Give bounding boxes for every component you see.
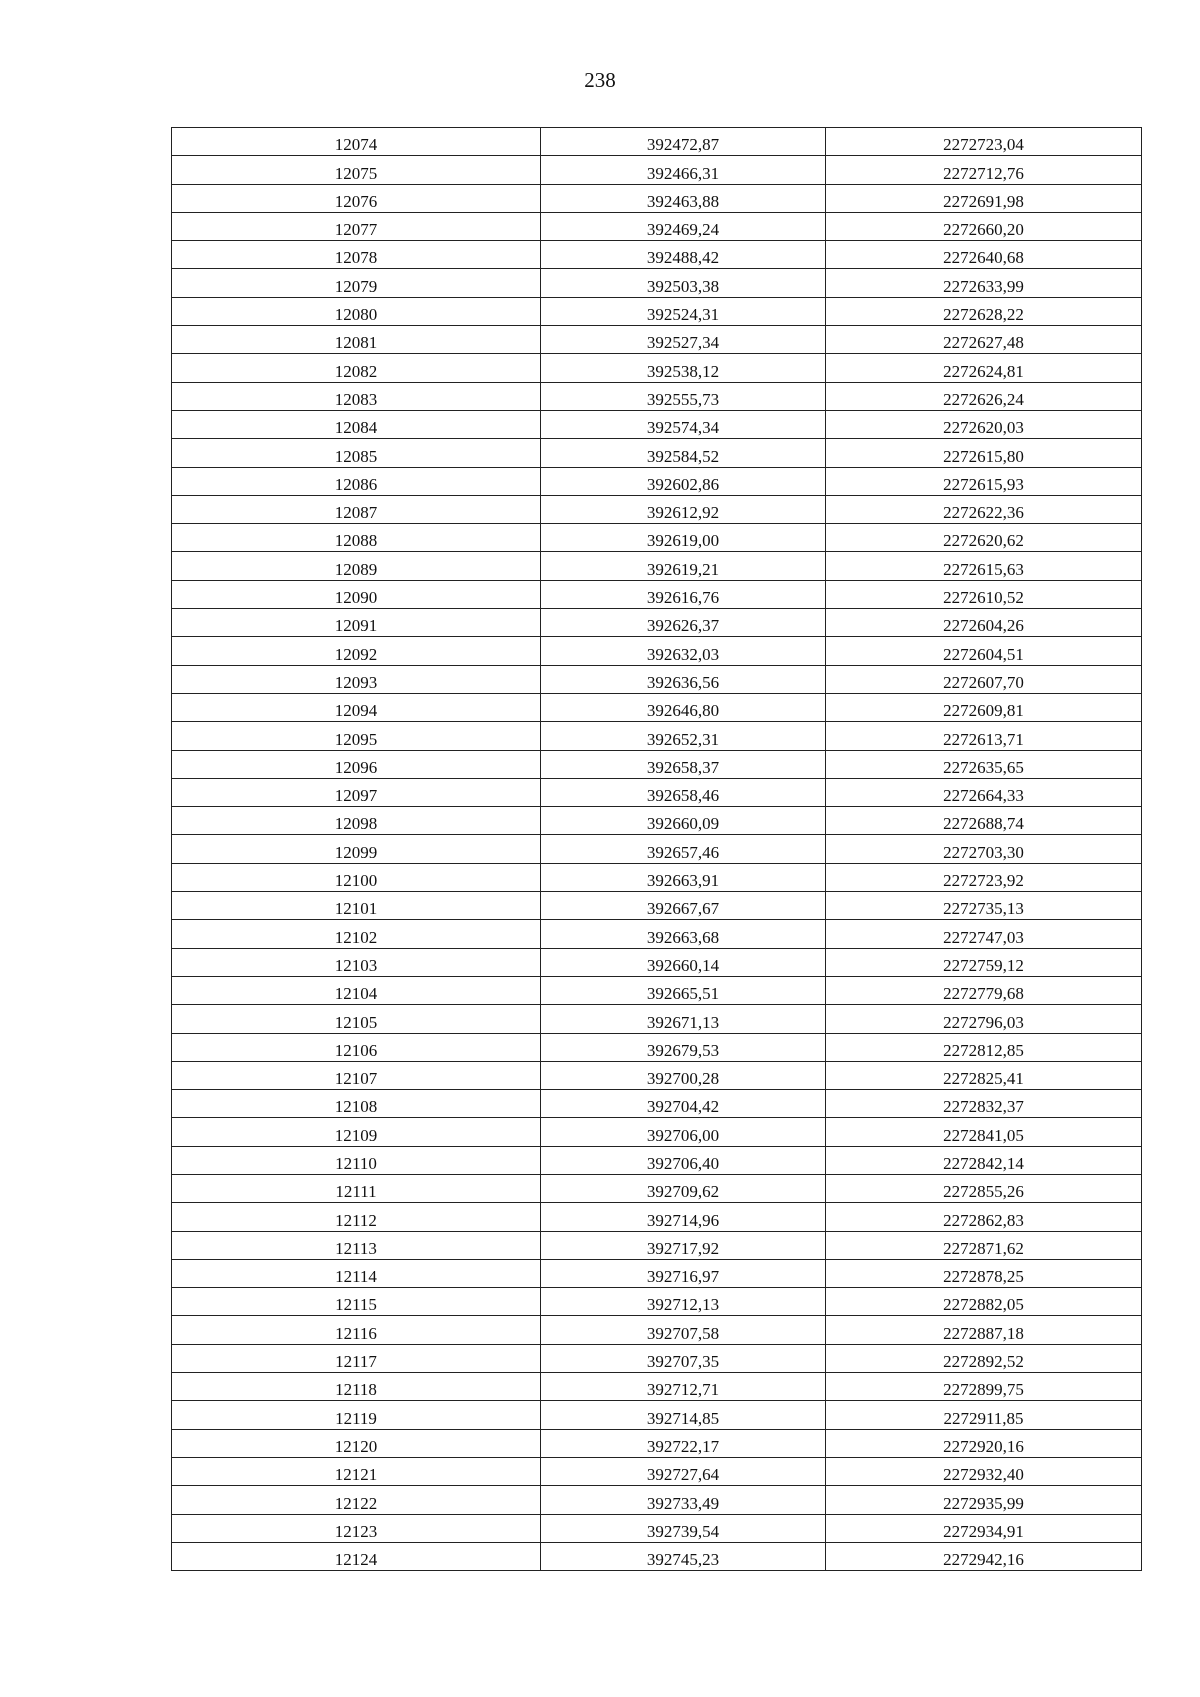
table-row: [172, 1203, 1142, 1231]
x-coordinate-cell: 392679,53: [541, 1033, 826, 1061]
table-row: [172, 297, 1142, 325]
y-coordinate-cell: 2272660,20: [826, 212, 1142, 240]
y-coordinate-cell: 2272759,12: [826, 948, 1142, 976]
table-row: [172, 156, 1142, 184]
x-coordinate-cell: 392469,24: [541, 212, 826, 240]
table-row: [172, 212, 1142, 240]
point-number-cell: 12099: [172, 835, 541, 863]
table-row: [172, 495, 1142, 523]
point-number-cell: 12108: [172, 1090, 541, 1118]
table-row: [172, 1259, 1142, 1287]
page-number: 238: [584, 68, 616, 92]
point-number-cell: 12106: [172, 1033, 541, 1061]
y-coordinate-cell: 2272779,68: [826, 976, 1142, 1004]
point-number-cell: 12085: [172, 439, 541, 467]
x-coordinate-cell: 392707,58: [541, 1316, 826, 1344]
x-coordinate-cell: 392616,76: [541, 580, 826, 608]
table-row: [172, 1118, 1142, 1146]
point-number-cell: 12077: [172, 212, 541, 240]
x-coordinate-cell: 392619,00: [541, 524, 826, 552]
point-number-cell: 12105: [172, 1005, 541, 1033]
y-coordinate-cell: 2272688,74: [826, 807, 1142, 835]
coordinates-table-body: [172, 128, 1142, 1571]
y-coordinate-cell: 2272855,26: [826, 1174, 1142, 1202]
point-number-cell: 12113: [172, 1231, 541, 1259]
x-coordinate-cell: 392466,31: [541, 156, 826, 184]
point-number-cell: 12124: [172, 1542, 541, 1570]
point-number-cell: 12117: [172, 1344, 541, 1372]
x-coordinate-cell: 392712,71: [541, 1373, 826, 1401]
table-row: [172, 1033, 1142, 1061]
x-coordinate-cell: 392716,97: [541, 1259, 826, 1287]
point-number-cell: 12097: [172, 778, 541, 806]
point-number-cell: 12075: [172, 156, 541, 184]
x-coordinate-cell: 392663,91: [541, 863, 826, 891]
table-row: [172, 778, 1142, 806]
table-row: [172, 1514, 1142, 1542]
y-coordinate-cell: 2272825,41: [826, 1061, 1142, 1089]
point-number-cell: 12101: [172, 892, 541, 920]
table-row: [172, 665, 1142, 693]
point-number-cell: 12088: [172, 524, 541, 552]
x-coordinate-cell: 392503,38: [541, 269, 826, 297]
y-coordinate-cell: 2272620,62: [826, 524, 1142, 552]
table-row: [172, 1457, 1142, 1485]
y-coordinate-cell: 2272703,30: [826, 835, 1142, 863]
y-coordinate-cell: 2272615,93: [826, 467, 1142, 495]
point-number-cell: 12082: [172, 354, 541, 382]
point-number-cell: 12074: [172, 128, 541, 156]
point-number-cell: 12083: [172, 382, 541, 410]
y-coordinate-cell: 2272920,16: [826, 1429, 1142, 1457]
x-coordinate-cell: 392667,67: [541, 892, 826, 920]
x-coordinate-cell: 392706,00: [541, 1118, 826, 1146]
x-coordinate-cell: 392722,17: [541, 1429, 826, 1457]
x-coordinate-cell: 392709,62: [541, 1174, 826, 1202]
y-coordinate-cell: 2272899,75: [826, 1373, 1142, 1401]
x-coordinate-cell: 392671,13: [541, 1005, 826, 1033]
table-row: [172, 948, 1142, 976]
table-row: [172, 1146, 1142, 1174]
y-coordinate-cell: 2272620,03: [826, 410, 1142, 438]
point-number-cell: 12093: [172, 665, 541, 693]
table-row: [172, 552, 1142, 580]
point-number-cell: 12102: [172, 920, 541, 948]
table-row: [172, 637, 1142, 665]
y-coordinate-cell: 2272610,52: [826, 580, 1142, 608]
x-coordinate-cell: 392488,42: [541, 241, 826, 269]
x-coordinate-cell: 392463,88: [541, 184, 826, 212]
y-coordinate-cell: 2272609,81: [826, 693, 1142, 721]
y-coordinate-cell: 2272613,71: [826, 722, 1142, 750]
y-coordinate-cell: 2272796,03: [826, 1005, 1142, 1033]
point-number-cell: 12111: [172, 1174, 541, 1202]
y-coordinate-cell: 2272615,63: [826, 552, 1142, 580]
y-coordinate-cell: 2272862,83: [826, 1203, 1142, 1231]
table-row: [172, 1005, 1142, 1033]
point-number-cell: 12078: [172, 241, 541, 269]
table-row: [172, 524, 1142, 552]
y-coordinate-cell: 2272842,14: [826, 1146, 1142, 1174]
x-coordinate-cell: 392739,54: [541, 1514, 826, 1542]
table-row: [172, 1061, 1142, 1089]
x-coordinate-cell: 392714,85: [541, 1401, 826, 1429]
table-row: [172, 439, 1142, 467]
y-coordinate-cell: 2272691,98: [826, 184, 1142, 212]
x-coordinate-cell: 392658,46: [541, 778, 826, 806]
y-coordinate-cell: 2272664,33: [826, 778, 1142, 806]
x-coordinate-cell: 392665,51: [541, 976, 826, 1004]
table-row: [172, 750, 1142, 778]
x-coordinate-cell: 392712,13: [541, 1288, 826, 1316]
x-coordinate-cell: 392538,12: [541, 354, 826, 382]
point-number-cell: 12089: [172, 552, 541, 580]
table-row: [172, 1344, 1142, 1372]
point-number-cell: 12094: [172, 693, 541, 721]
x-coordinate-cell: 392646,80: [541, 693, 826, 721]
x-coordinate-cell: 392524,31: [541, 297, 826, 325]
table-row: [172, 920, 1142, 948]
x-coordinate-cell: 392700,28: [541, 1061, 826, 1089]
x-coordinate-cell: 392626,37: [541, 609, 826, 637]
y-coordinate-cell: 2272723,92: [826, 863, 1142, 891]
x-coordinate-cell: 392714,96: [541, 1203, 826, 1231]
table-row: [172, 807, 1142, 835]
x-coordinate-cell: 392704,42: [541, 1090, 826, 1118]
y-coordinate-cell: 2272841,05: [826, 1118, 1142, 1146]
point-number-cell: 12118: [172, 1373, 541, 1401]
y-coordinate-cell: 2272607,70: [826, 665, 1142, 693]
point-number-cell: 12116: [172, 1316, 541, 1344]
point-number-cell: 12092: [172, 637, 541, 665]
y-coordinate-cell: 2272604,26: [826, 609, 1142, 637]
table-row: [172, 1401, 1142, 1429]
point-number-cell: 12119: [172, 1401, 541, 1429]
table-row: [172, 128, 1142, 156]
x-coordinate-cell: 392602,86: [541, 467, 826, 495]
x-coordinate-cell: 392632,03: [541, 637, 826, 665]
point-number-cell: 12112: [172, 1203, 541, 1231]
y-coordinate-cell: 2272735,13: [826, 892, 1142, 920]
table-row: [172, 892, 1142, 920]
y-coordinate-cell: 2272624,81: [826, 354, 1142, 382]
y-coordinate-cell: 2272628,22: [826, 297, 1142, 325]
x-coordinate-cell: 392619,21: [541, 552, 826, 580]
point-number-cell: 12096: [172, 750, 541, 778]
table-row: [172, 609, 1142, 637]
y-coordinate-cell: 2272892,52: [826, 1344, 1142, 1372]
table-row: [172, 1174, 1142, 1202]
x-coordinate-cell: 392555,73: [541, 382, 826, 410]
x-coordinate-cell: 392733,49: [541, 1486, 826, 1514]
point-number-cell: 12110: [172, 1146, 541, 1174]
table-row: [172, 693, 1142, 721]
coordinates-table: [171, 127, 1142, 1571]
x-coordinate-cell: 392574,34: [541, 410, 826, 438]
y-coordinate-cell: 2272812,85: [826, 1033, 1142, 1061]
point-number-cell: 12076: [172, 184, 541, 212]
y-coordinate-cell: 2272604,51: [826, 637, 1142, 665]
table-row: [172, 722, 1142, 750]
x-coordinate-cell: 392652,31: [541, 722, 826, 750]
point-number-cell: 12123: [172, 1514, 541, 1542]
point-number-cell: 12107: [172, 1061, 541, 1089]
table-row: [172, 863, 1142, 891]
point-number-cell: 12081: [172, 326, 541, 354]
y-coordinate-cell: 2272871,62: [826, 1231, 1142, 1259]
table-row: [172, 1316, 1142, 1344]
table-row: [172, 410, 1142, 438]
point-number-cell: 12087: [172, 495, 541, 523]
table-row: [172, 835, 1142, 863]
table-row: [172, 1288, 1142, 1316]
y-coordinate-cell: 2272640,68: [826, 241, 1142, 269]
y-coordinate-cell: 2272932,40: [826, 1457, 1142, 1485]
y-coordinate-cell: 2272882,05: [826, 1288, 1142, 1316]
y-coordinate-cell: 2272934,91: [826, 1514, 1142, 1542]
point-number-cell: 12091: [172, 609, 541, 637]
point-number-cell: 12090: [172, 580, 541, 608]
y-coordinate-cell: 2272633,99: [826, 269, 1142, 297]
y-coordinate-cell: 2272627,48: [826, 326, 1142, 354]
point-number-cell: 12115: [172, 1288, 541, 1316]
table-row: [172, 467, 1142, 495]
y-coordinate-cell: 2272712,76: [826, 156, 1142, 184]
point-number-cell: 12080: [172, 297, 541, 325]
point-number-cell: 12120: [172, 1429, 541, 1457]
y-coordinate-cell: 2272723,04: [826, 128, 1142, 156]
table-row: [172, 241, 1142, 269]
x-coordinate-cell: 392657,46: [541, 835, 826, 863]
table-row: [172, 1231, 1142, 1259]
table-row: [172, 976, 1142, 1004]
point-number-cell: 12121: [172, 1457, 541, 1485]
table-row: [172, 184, 1142, 212]
point-number-cell: 12098: [172, 807, 541, 835]
table-row: [172, 1486, 1142, 1514]
table-row: [172, 1373, 1142, 1401]
y-coordinate-cell: 2272832,37: [826, 1090, 1142, 1118]
y-coordinate-cell: 2272747,03: [826, 920, 1142, 948]
x-coordinate-cell: 392745,23: [541, 1542, 826, 1570]
y-coordinate-cell: 2272878,25: [826, 1259, 1142, 1287]
table-row: [172, 326, 1142, 354]
x-coordinate-cell: 392527,34: [541, 326, 826, 354]
point-number-cell: 12079: [172, 269, 541, 297]
y-coordinate-cell: 2272887,18: [826, 1316, 1142, 1344]
table-row: [172, 354, 1142, 382]
point-number-cell: 12095: [172, 722, 541, 750]
table-row: [172, 269, 1142, 297]
x-coordinate-cell: 392636,56: [541, 665, 826, 693]
x-coordinate-cell: 392472,87: [541, 128, 826, 156]
y-coordinate-cell: 2272626,24: [826, 382, 1142, 410]
table-row: [172, 1429, 1142, 1457]
x-coordinate-cell: 392717,92: [541, 1231, 826, 1259]
x-coordinate-cell: 392612,92: [541, 495, 826, 523]
x-coordinate-cell: 392727,64: [541, 1457, 826, 1485]
point-number-cell: 12104: [172, 976, 541, 1004]
table-row: [172, 382, 1142, 410]
x-coordinate-cell: 392584,52: [541, 439, 826, 467]
table-row: [172, 1090, 1142, 1118]
point-number-cell: 12086: [172, 467, 541, 495]
x-coordinate-cell: 392706,40: [541, 1146, 826, 1174]
table-row: [172, 1542, 1142, 1570]
x-coordinate-cell: 392658,37: [541, 750, 826, 778]
point-number-cell: 12114: [172, 1259, 541, 1287]
point-number-cell: 12122: [172, 1486, 541, 1514]
y-coordinate-cell: 2272615,80: [826, 439, 1142, 467]
y-coordinate-cell: 2272935,99: [826, 1486, 1142, 1514]
x-coordinate-cell: 392660,09: [541, 807, 826, 835]
table-row: [172, 580, 1142, 608]
point-number-cell: 12100: [172, 863, 541, 891]
y-coordinate-cell: 2272942,16: [826, 1542, 1142, 1570]
x-coordinate-cell: 392707,35: [541, 1344, 826, 1372]
y-coordinate-cell: 2272635,65: [826, 750, 1142, 778]
point-number-cell: 12103: [172, 948, 541, 976]
y-coordinate-cell: 2272911,85: [826, 1401, 1142, 1429]
y-coordinate-cell: 2272622,36: [826, 495, 1142, 523]
point-number-cell: 12109: [172, 1118, 541, 1146]
x-coordinate-cell: 392660,14: [541, 948, 826, 976]
point-number-cell: 12084: [172, 410, 541, 438]
x-coordinate-cell: 392663,68: [541, 920, 826, 948]
